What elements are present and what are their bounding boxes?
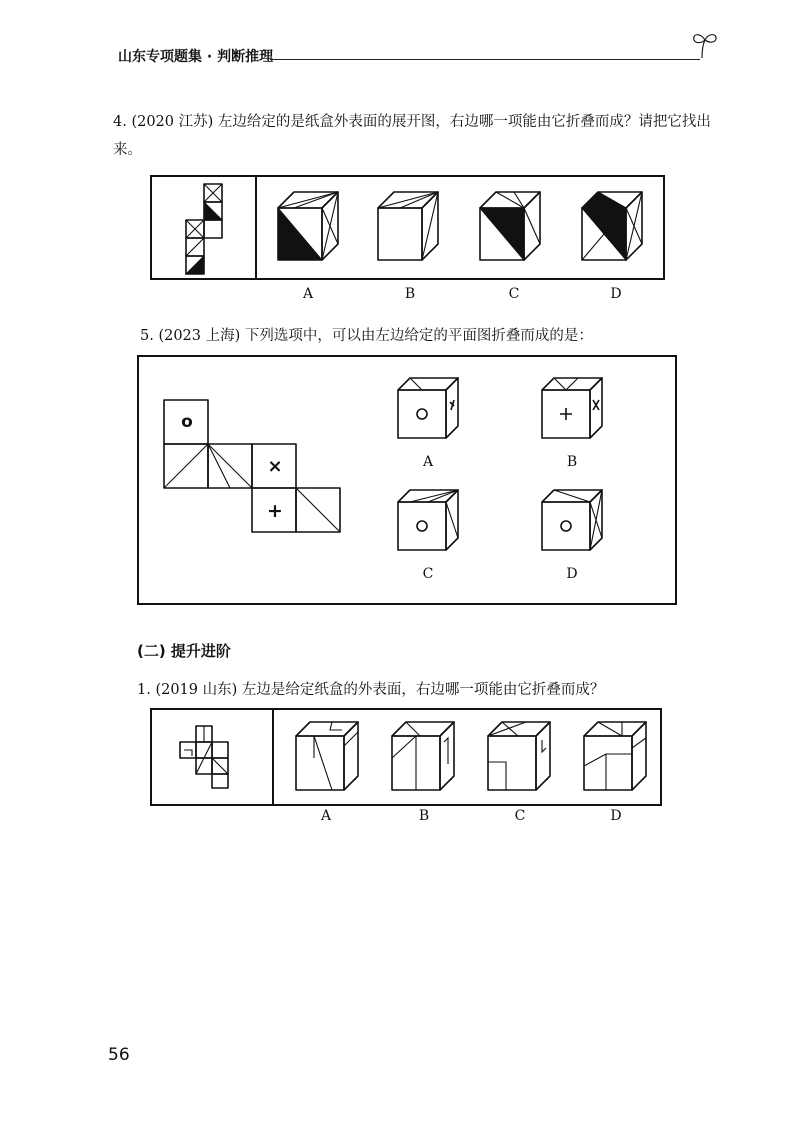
question-4-option-c-cube <box>478 190 544 262</box>
question-5-option-b-label: B <box>566 454 578 470</box>
question-4-option-c-label: C <box>508 286 520 302</box>
question-1-option-d-cube <box>582 718 652 794</box>
question-4-option-b-cube <box>376 190 442 262</box>
question-1-option-b-label: B <box>418 808 430 824</box>
question-5-option-d-label: D <box>566 566 578 582</box>
question-5-option-a-cube <box>396 376 466 442</box>
question-5-option-a-label: A <box>422 454 434 470</box>
question-1-divider <box>272 708 274 806</box>
running-header: 山东专项题集 · 判断推理 <box>118 49 274 65</box>
question-5-option-c-cube <box>396 488 466 554</box>
header-rule <box>270 59 700 60</box>
question-1-text: 1. (2019 山东) 左边是给定纸盒的外表面，右边哪一项能由它折叠而成？ <box>137 682 605 698</box>
question-5-option-c-label: C <box>422 566 434 582</box>
page-number: 56 <box>108 1045 130 1065</box>
question-1-option-b-cube <box>390 718 460 794</box>
question-4-text: 4. (2020 江苏) 左边给定的是纸盒外表面的展开图，右边哪一项能由它折叠而成？请把它找出来。 <box>113 114 711 158</box>
question-1-option-a-label: A <box>320 808 332 824</box>
question-5-net-circle-symbol: o <box>181 412 193 432</box>
question-4-divider <box>255 175 257 280</box>
question-4-option-b-label: B <box>404 286 416 302</box>
question-5-option-d-cube <box>540 488 610 554</box>
question-4-option-a-label: A <box>302 286 314 302</box>
question-5-text: 5. (2023 上海) 下列选项中，可以由左边给定的平面图折叠而成的是： <box>140 328 593 344</box>
question-1-option-d-label: D <box>610 808 622 824</box>
question-1-option-c-cube <box>486 718 556 794</box>
leaf-sprout-icon <box>688 30 722 60</box>
question-4-net <box>180 180 240 276</box>
question-4-option-a-cube <box>276 190 342 262</box>
question-5-option-b-cube <box>540 376 610 442</box>
question-4-option-d-label: D <box>610 286 622 302</box>
question-5-net-plus-symbol: + <box>267 500 283 522</box>
question-1-net <box>170 722 260 792</box>
question-5-net-cross-symbol: × <box>267 456 283 477</box>
question-4-option-d-cube <box>580 190 646 262</box>
question-1-option-a-cube <box>294 718 364 794</box>
question-1-option-c-label: C <box>514 808 526 824</box>
section-heading: (二) 提升进阶 <box>137 642 231 660</box>
